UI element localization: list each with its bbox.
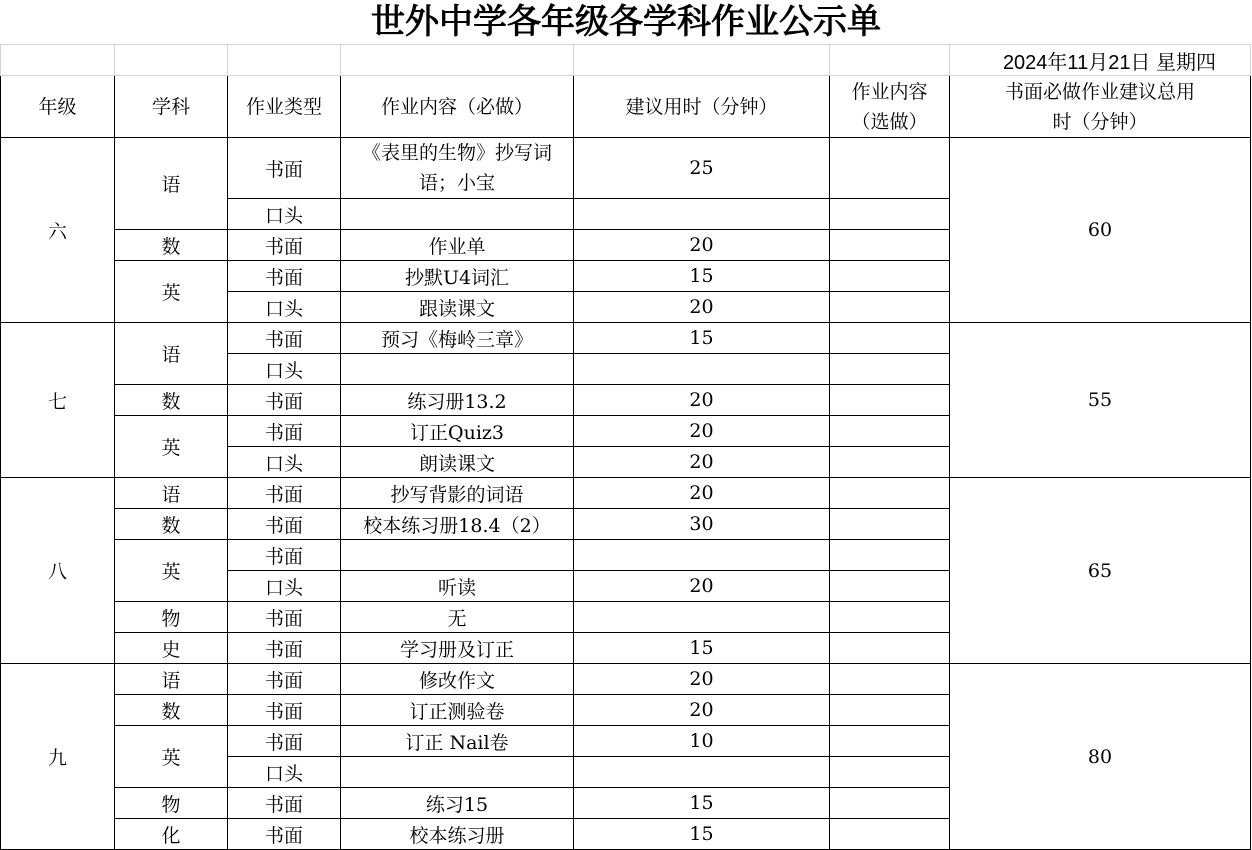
blank-cell[interactable] (1, 45, 115, 76)
type-cell[interactable]: 书面 (228, 261, 341, 292)
blank-cell[interactable] (115, 45, 228, 76)
type-cell[interactable]: 书面 (228, 695, 341, 726)
time-cell[interactable]: 15 (574, 261, 830, 292)
subject-cell[interactable]: 英 (115, 261, 228, 323)
optional-cell[interactable] (830, 416, 950, 447)
optional-cell[interactable] (830, 478, 950, 509)
optional-cell[interactable] (830, 230, 950, 261)
type-cell[interactable]: 书面 (228, 540, 341, 571)
time-cell[interactable]: 15 (574, 819, 830, 850)
subject-cell[interactable]: 数 (115, 230, 228, 261)
subject-cell[interactable]: 语 (115, 138, 228, 230)
optional-cell[interactable] (830, 509, 950, 540)
time-cell[interactable]: 25 (574, 138, 830, 199)
header-type[interactable]: 作业类型 (228, 76, 341, 138)
optional-cell[interactable] (830, 571, 950, 602)
optional-cell[interactable] (830, 292, 950, 323)
content-cell[interactable]: 《表里的生物》抄写词语；小宝 (341, 138, 574, 199)
subject-cell[interactable]: 化 (115, 819, 228, 850)
time-cell[interactable]: 15 (574, 788, 830, 819)
type-cell[interactable]: 书面 (228, 664, 341, 695)
total-time-cell[interactable]: 55 (950, 323, 1251, 478)
type-cell[interactable]: 书面 (228, 478, 341, 509)
type-cell[interactable]: 口头 (228, 199, 341, 230)
subject-cell[interactable]: 物 (115, 788, 228, 819)
content-cell[interactable]: 练习册13.2 (341, 385, 574, 416)
optional-cell[interactable] (830, 633, 950, 664)
content-cell[interactable]: 听读 (341, 571, 574, 602)
type-cell[interactable]: 书面 (228, 788, 341, 819)
optional-cell[interactable] (830, 757, 950, 788)
time-cell[interactable] (574, 602, 830, 633)
header-optional-text: 作业内容（选做） (851, 80, 928, 133)
content-cell[interactable] (341, 354, 574, 385)
content-cell[interactable]: 校本练习册18.4（2） (341, 509, 574, 540)
type-cell[interactable]: 口头 (228, 292, 341, 323)
optional-cell[interactable] (830, 726, 950, 757)
grade-cell[interactable]: 七 (1, 323, 115, 478)
content-cell[interactable]: 修改作文 (341, 664, 574, 695)
type-cell[interactable]: 书面 (228, 726, 341, 757)
grade-cell[interactable]: 八 (1, 478, 115, 664)
time-cell[interactable]: 20 (574, 230, 830, 261)
optional-cell[interactable] (830, 602, 950, 633)
time-cell[interactable]: 20 (574, 664, 830, 695)
time-cell[interactable]: 20 (574, 571, 830, 602)
content-cell[interactable]: 预习《梅岭三章》 (341, 323, 574, 354)
blank-cell[interactable] (830, 45, 950, 76)
total-time-cell[interactable]: 60 (950, 138, 1251, 323)
optional-cell[interactable] (830, 323, 950, 354)
content-cell[interactable]: 抄默U4词汇 (341, 261, 574, 292)
content-cell[interactable]: 朗读课文 (341, 447, 574, 478)
blank-cell[interactable] (574, 45, 830, 76)
total-time-cell[interactable]: 65 (950, 478, 1251, 664)
time-cell[interactable] (574, 757, 830, 788)
blank-cell[interactable] (228, 45, 341, 76)
optional-cell[interactable] (830, 199, 950, 230)
subject-cell[interactable]: 英 (115, 726, 228, 788)
type-cell[interactable]: 书面 (228, 602, 341, 633)
time-cell[interactable] (574, 540, 830, 571)
optional-cell[interactable] (830, 138, 950, 199)
type-cell[interactable]: 口头 (228, 354, 341, 385)
optional-cell[interactable] (830, 261, 950, 292)
content-cell[interactable] (341, 757, 574, 788)
table-row (1, 323, 1251, 354)
subject-cell[interactable]: 史 (115, 633, 228, 664)
time-cell[interactable]: 20 (574, 385, 830, 416)
optional-cell[interactable] (830, 788, 950, 819)
optional-cell[interactable] (830, 447, 950, 478)
header-optional-content[interactable] (830, 76, 950, 138)
subject-cell[interactable]: 数 (115, 695, 228, 726)
time-cell[interactable]: 15 (574, 633, 830, 664)
table-row (1, 664, 1251, 695)
table-row (1, 138, 1251, 199)
content-cell[interactable]: 订正测验卷 (341, 695, 574, 726)
content-cell[interactable] (341, 199, 574, 230)
grade-cell[interactable]: 六 (1, 138, 115, 323)
optional-cell[interactable] (830, 354, 950, 385)
time-cell[interactable]: 10 (574, 726, 830, 757)
subject-cell[interactable]: 数 (115, 509, 228, 540)
total-time-cell[interactable]: 80 (950, 664, 1251, 850)
optional-cell[interactable] (830, 819, 950, 850)
content-cell[interactable]: 练习15 (341, 788, 574, 819)
type-cell[interactable]: 书面 (228, 819, 341, 850)
subject-cell[interactable]: 英 (115, 416, 228, 478)
type-cell[interactable]: 书面 (228, 385, 341, 416)
content-cell[interactable]: 跟读课文 (341, 292, 574, 323)
content-cell[interactable]: 订正Quiz3 (341, 416, 574, 447)
time-cell[interactable]: 20 (574, 416, 830, 447)
subject-cell[interactable]: 英 (115, 540, 228, 602)
optional-cell[interactable] (830, 664, 950, 695)
table-row (1, 478, 1251, 509)
content-cell[interactable] (341, 540, 574, 571)
subject-cell[interactable]: 语 (115, 664, 228, 695)
header-total-text: 书面必做作业建议总用时（分钟） (1004, 80, 1195, 133)
content-cell[interactable]: 抄写背影的词语 (341, 478, 574, 509)
subject-cell[interactable]: 语 (115, 323, 228, 385)
header-grade[interactable]: 年级 (1, 76, 115, 138)
subject-cell[interactable]: 物 (115, 602, 228, 633)
time-cell[interactable]: 30 (574, 509, 830, 540)
content-cell[interactable]: 订正 Nail卷 (341, 726, 574, 757)
time-cell[interactable]: 20 (574, 292, 830, 323)
type-cell[interactable]: 口头 (228, 571, 341, 602)
grade-cell[interactable]: 九 (1, 664, 115, 850)
content-cell[interactable]: 无 (341, 602, 574, 633)
content-cell[interactable]: 学习册及订正 (341, 633, 574, 664)
page-title: 世外中学各年级各学科作业公示单 (371, 2, 881, 42)
type-cell[interactable]: 口头 (228, 447, 341, 478)
optional-cell[interactable] (830, 385, 950, 416)
type-cell[interactable]: 书面 (228, 230, 341, 261)
optional-cell[interactable] (830, 695, 950, 726)
blank-cell[interactable] (341, 45, 574, 76)
time-cell[interactable] (574, 199, 830, 230)
type-cell[interactable]: 口头 (228, 757, 341, 788)
optional-cell[interactable] (830, 540, 950, 571)
type-cell[interactable]: 书面 (228, 323, 341, 354)
type-cell[interactable]: 书面 (228, 509, 341, 540)
time-cell[interactable]: 20 (574, 695, 830, 726)
subject-cell[interactable]: 语 (115, 478, 228, 509)
date-cell[interactable]: 2024年11月21日 星期四 (950, 45, 1251, 76)
type-cell[interactable]: 书面 (228, 138, 341, 199)
header-required-content[interactable]: 作业内容（必做） (341, 76, 574, 138)
content-cell[interactable]: 校本练习册 (341, 819, 574, 850)
homework-table (0, 44, 1251, 850)
header-total-time[interactable] (950, 76, 1251, 138)
time-cell[interactable]: 20 (574, 478, 830, 509)
type-cell[interactable]: 书面 (228, 416, 341, 447)
header-subject[interactable]: 学科 (115, 76, 228, 138)
time-cell[interactable] (574, 354, 830, 385)
header-suggested-time[interactable]: 建议用时（分钟） (574, 76, 830, 138)
subject-cell[interactable]: 数 (115, 385, 228, 416)
time-cell[interactable]: 20 (574, 447, 830, 478)
time-cell[interactable]: 15 (574, 323, 830, 354)
content-cell[interactable]: 作业单 (341, 230, 574, 261)
type-cell[interactable]: 书面 (228, 633, 341, 664)
